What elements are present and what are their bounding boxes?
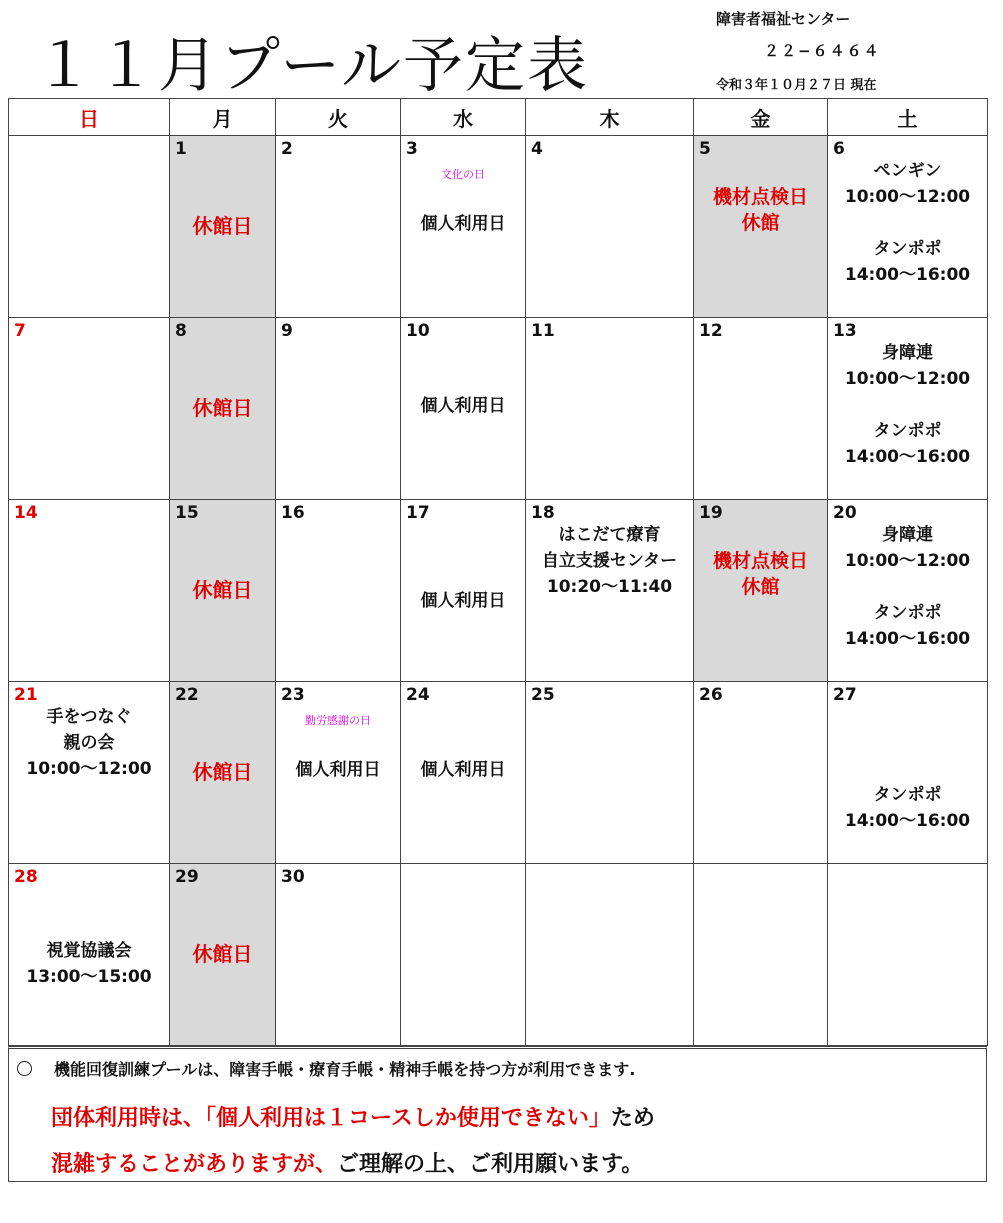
day-number: 20 [833,503,857,523]
day-number: 21 [14,685,38,705]
day-number: 11 [531,321,555,341]
day-cell-empty [694,864,828,1046]
event-tanpopo: タンポポ [873,239,942,259]
day-cell-5 [694,136,828,318]
day-cell-18 [526,500,694,682]
as-of-date: 令和３年１０月２７日 現在 [716,78,877,93]
weekday-mon: 月 [170,99,276,136]
weekday-fri: 金 [694,99,828,136]
day-number: 7 [14,321,26,341]
individual-use-label: 個人利用日 [295,760,381,780]
inspection-label: 機材点検日 [712,186,808,208]
day-cell-10 [401,318,526,500]
closed-label: 休館日 [192,760,253,784]
day-number: 27 [833,685,857,705]
day-number: 30 [281,867,305,887]
day-number: 9 [281,321,293,341]
event-penguin: ペンギン [873,161,942,181]
day-cell-23 [276,682,401,864]
event-time: 14:00〜16:00 [844,811,971,831]
day-number: 16 [281,503,305,523]
event-shinshouren: 身障連 [882,343,933,363]
holiday-name: 勤労感謝の日 [305,714,371,727]
day-number: 17 [406,503,430,523]
event-tanpopo: タンポポ [873,785,942,805]
event-tanpopo: タンポポ [873,421,942,441]
day-cell-1 [170,136,276,318]
day-cell-30 [276,864,401,1046]
day-cell-8 [170,318,276,500]
page-title: １１月プール予定表 [34,31,589,101]
day-number: 18 [531,503,555,523]
event-time: 10:00〜12:00 [844,551,971,571]
individual-use-label: 個人利用日 [420,214,506,234]
note-crowding-black: ご理解の上、ご利用願います。 [337,1152,644,1177]
day-cell-9 [276,318,401,500]
event-time: 10:00〜12:00 [844,187,971,207]
day-number: 1 [175,139,187,159]
week-row [9,500,988,682]
closed-label: 休館日 [192,578,253,602]
individual-use-label: 個人利用日 [420,591,506,611]
event-time: 10:00〜12:00 [26,759,152,779]
week-row [9,682,988,864]
day-number: 23 [281,685,305,705]
weekday-tue: 火 [276,99,401,136]
event-time: 14:00〜16:00 [844,265,971,285]
day-cell-25 [526,682,694,864]
day-number: 19 [699,503,723,523]
calendar-table [8,98,988,1046]
day-number: 6 [833,139,845,159]
day-cell-empty [828,864,988,1046]
closed-short-label: 休館 [741,576,780,598]
note-group-use-black: ため [610,1106,655,1131]
day-cell-11 [526,318,694,500]
day-number: 12 [699,321,723,341]
event-shikaku: 視覚協議会 [46,941,132,961]
day-cell-empty [9,136,170,318]
day-cell-14 [9,500,170,682]
day-number: 24 [406,685,430,705]
day-cell-6 [828,136,988,318]
day-number: 8 [175,321,187,341]
closed-short-label: 休館 [741,212,780,234]
closed-label: 休館日 [192,396,253,420]
individual-use-label: 個人利用日 [420,396,506,416]
day-number: 22 [175,685,199,705]
day-cell-27 [828,682,988,864]
week-row [9,136,988,318]
note-crowding [51,1147,643,1178]
day-cell-16 [276,500,401,682]
individual-use-label: 個人利用日 [420,760,506,780]
day-cell-12 [694,318,828,500]
day-number: 3 [406,139,418,159]
week-row [9,864,988,1046]
weekday-sun: 日 [9,99,170,136]
day-cell-empty [401,864,526,1046]
event-shinshouren: 身障連 [882,525,933,545]
day-cell-2 [276,136,401,318]
note-eligibility-text: 機能回復訓練プールは、障害手帳・療育手帳・精神手帳を持つ方が利用できます. [54,1060,636,1079]
day-cell-28 [9,864,170,1046]
weekday-sat: 土 [828,99,988,136]
day-cell-20 [828,500,988,682]
event-tewotsunagu: 手をつなぐ [46,707,132,727]
day-cell-26 [694,682,828,864]
event-time: 10:00〜12:00 [844,369,971,389]
event-tanpopo: タンポポ [873,603,942,623]
notes-box [8,1046,987,1182]
day-number: 5 [699,139,711,159]
event-hakodate-sub: 自立支援センター [541,551,678,571]
note-crowding-red: 混雑することがありますが、 [51,1152,338,1177]
day-number: 28 [14,867,38,887]
event-time: 14:00〜16:00 [844,447,971,467]
event-hakodate: はこだて療育 [558,525,661,545]
event-time: 13:00〜15:00 [26,967,152,987]
day-number: 25 [531,685,555,705]
day-number: 14 [14,503,38,523]
day-cell-21 [9,682,170,864]
event-time: 14:00〜16:00 [844,629,971,649]
holiday-name: 文化の日 [441,168,485,181]
day-cell-empty [526,864,694,1046]
event-tewotsunagu-sub: 親の会 [63,733,115,753]
phone-number: ２２−６４６４ [764,42,881,60]
day-number: 26 [699,685,723,705]
day-cell-19 [694,500,828,682]
day-cell-17 [401,500,526,682]
day-cell-29 [170,864,276,1046]
day-number: 2 [281,139,293,159]
day-cell-13 [828,318,988,500]
day-number: 4 [531,139,543,159]
day-cell-24 [401,682,526,864]
weekday-thu: 木 [526,99,694,136]
bullet-circle-icon [17,1061,32,1076]
note-eligibility [17,1057,635,1080]
event-time: 10:20〜11:40 [546,577,673,597]
weekday-wed: 水 [401,99,526,136]
day-cell-3 [401,136,526,318]
day-number: 29 [175,867,199,887]
day-number: 10 [406,321,430,341]
week-row [9,318,988,500]
weekday-header-row [9,99,988,136]
day-cell-4 [526,136,694,318]
closed-label: 休館日 [192,214,253,238]
note-group-use-red: 団体利用時は、「個人利用は１コースしか使用できない」 [51,1106,611,1131]
organization-name: 障害者福祉センター [716,10,851,28]
day-cell-7 [9,318,170,500]
day-cell-22 [170,682,276,864]
day-number: 13 [833,321,857,341]
note-group-use [51,1101,655,1132]
day-number: 15 [175,503,199,523]
day-cell-15 [170,500,276,682]
inspection-label: 機材点検日 [712,550,808,572]
closed-label: 休館日 [192,942,253,966]
